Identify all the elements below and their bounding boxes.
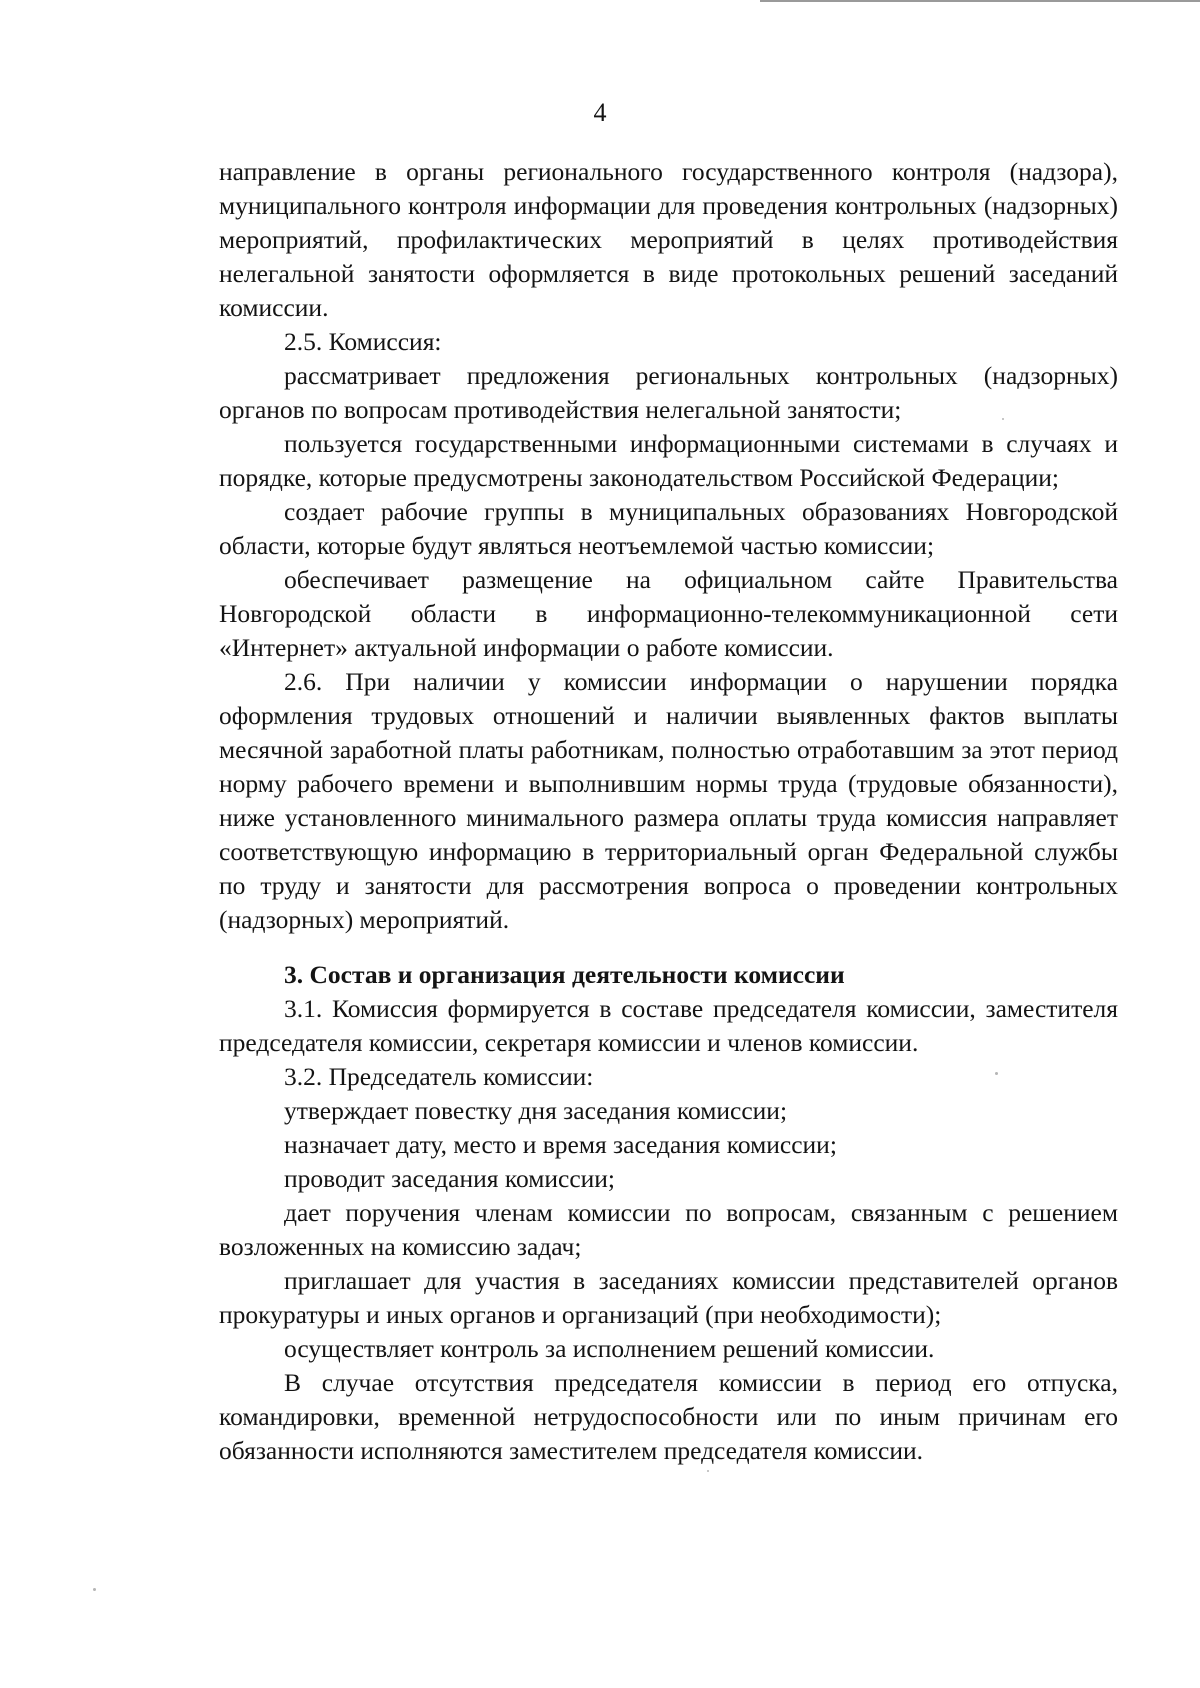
clause-3-1: 3.1. Комиссия формируется в составе председателя комиссии, заместителя председателя комиссии, секретаря комиссии и членов комиссии. bbox=[219, 994, 1118, 1057]
list-item-instructions: дает поручения членам комиссии по вопросам, связанным с решением возложенных на комиссию задач; bbox=[219, 1198, 1118, 1261]
list-item-working-groups: создает рабочие группы в муниципальных образованиях Новгородской области, которые будут являться неотъемлемой частью комиссии; bbox=[219, 497, 1118, 560]
document-body bbox=[219, 155, 1118, 1468]
scan-speck bbox=[707, 1470, 709, 1472]
list-item-meetings: проводит заседания комиссии; bbox=[284, 1164, 616, 1193]
scan-speck bbox=[1002, 418, 1004, 420]
list-item-website: обеспечивает размещение на официальном сайте Правительства Новгородской области в информационно-телекоммуникационной сети «Интернет» актуальной информации о работе комиссии. bbox=[219, 565, 1118, 662]
list-item-date-place: назначает дату, место и время заседания комиссии; bbox=[284, 1130, 837, 1159]
list-item-invites: приглашает для участия в заседаниях комиссии представителей органов прокуратуры и иных органов и организаций (при необходимости); bbox=[219, 1266, 1118, 1329]
list-item-proposals: рассматривает предложения региональных контрольных (надзорных) органов по вопросам противодействия нелегальной занятости; bbox=[219, 361, 1118, 424]
paragraph-absence: В случае отсутствия председателя комиссии в период его отпуска, командировки, временной нетрудоспособности или по иным причинам его обязанности исполняются заместителем председателя комиссии. bbox=[219, 1368, 1118, 1465]
scan-speck bbox=[93, 1588, 96, 1591]
list-item-agenda: утверждает повестку дня заседания комиссии; bbox=[284, 1096, 788, 1125]
page-number: 4 bbox=[593, 98, 607, 127]
section-3-heading: 3. Состав и организация деятельности комиссии bbox=[284, 960, 845, 989]
scan-speck bbox=[995, 1072, 998, 1075]
clause-2-5-title: 2.5. Комиссия: bbox=[284, 327, 442, 356]
clause-3-2-title: 3.2. Председатель комиссии: bbox=[284, 1062, 594, 1091]
scan-edge-line bbox=[760, 0, 1200, 2]
clause-2-6: 2.6. При наличии у комиссии информации о нарушении порядка оформления трудовых отношений и наличии выявленных фактов выплаты месячной заработной платы работникам, полностью отработавшим за этот период норму рабочего времени и выполнившим нормы труда (трудовые обязанности), ниже установленного минимального размера оплаты труда комиссия направляет соответствующую информацию в территориальный орган Федеральной службы по труду и занятости для рассмотрения вопроса о проведении контрольных (надзорных) мероприятий. bbox=[219, 667, 1118, 934]
list-item-control: осуществляет контроль за исполнением решений комиссии. bbox=[284, 1334, 935, 1363]
paragraph-continuation: направление в органы регионального государственного контроля (надзора), муниципального контроля информации для проведения контрольных (надзорных) мероприятий, профилактических мероприятий в целях противодействия нелегальной занятости оформляется в виде протокольных решений заседаний комиссии. bbox=[219, 157, 1118, 322]
list-item-info-systems: пользуется государственными информационными системами в случаях и порядке, которые предусмотрены законодательством Российской Федерации; bbox=[219, 429, 1118, 492]
